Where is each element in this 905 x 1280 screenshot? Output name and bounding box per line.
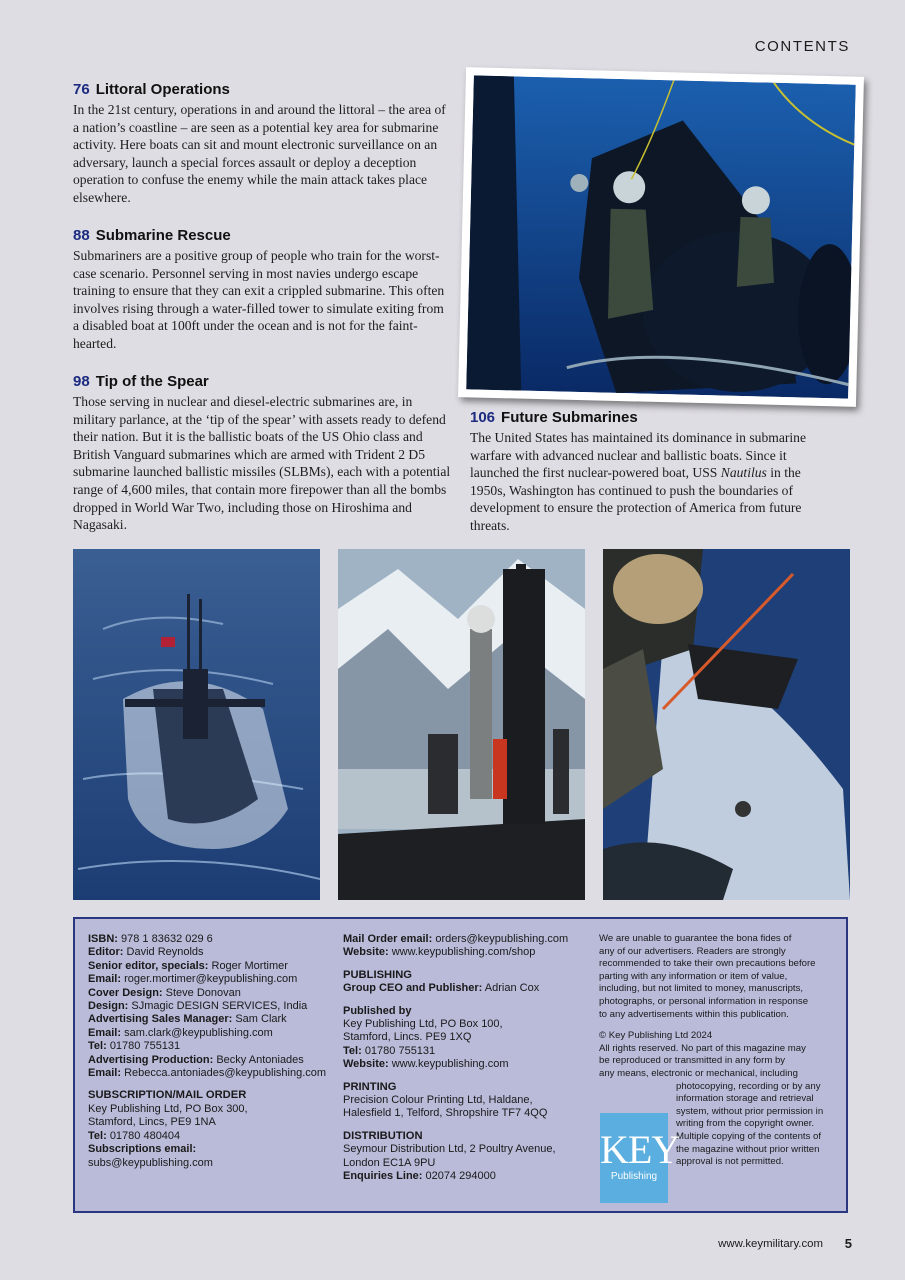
divers-photo-frame bbox=[458, 67, 864, 407]
design-line: Design: SJmagic DESIGN SERVICES, India bbox=[88, 1000, 308, 1013]
website-line[interactable]: Website: www.keypublishing.com/shop bbox=[343, 946, 536, 959]
article-submarine-rescue bbox=[73, 227, 451, 353]
article-title: Tip of the Spear bbox=[95, 373, 209, 390]
printing-address: Halesfield 1, Telford, Shropshire TF7 4QQ bbox=[343, 1107, 548, 1120]
copyright-line: system, without prior permission in bbox=[676, 1105, 824, 1117]
published-by-heading: Published by bbox=[343, 1004, 412, 1017]
article-title: Future Submarines bbox=[501, 409, 638, 426]
subscription-address: Stamford, Lincs, PE9 1NA bbox=[88, 1116, 216, 1129]
article-body: Submariners are a positive group of people who train for the worst-case scenario. Personnel serving in most navies undergo escape training to ensure that they can exit a crippled submarine. This often involves rising through a water-filled tower to simulate exiting from a disabled boat at 100ft under the ocean and is not for the faint-hearted. bbox=[73, 248, 445, 351]
submarine-sail-mountains-photo bbox=[338, 549, 585, 900]
disclaimer-line: photographs, or personal information in response bbox=[599, 995, 809, 1007]
article-heading bbox=[73, 373, 458, 391]
copyright-line: information storage and retrieval bbox=[676, 1093, 814, 1105]
cover-design-line: Cover Design: Steve Donovan bbox=[88, 986, 241, 999]
footer-website[interactable]: www.keymilitary.com bbox=[718, 1238, 823, 1250]
email-line[interactable]: Email: roger.mortimer@keypublishing.com bbox=[88, 973, 298, 986]
divers-underwater-photo bbox=[466, 75, 856, 398]
info-column-publishing bbox=[343, 933, 591, 1184]
publisher-info-box bbox=[73, 917, 848, 1213]
copyright-line: Multiple copying of the contents of bbox=[676, 1130, 822, 1142]
article-title: Submarine Rescue bbox=[95, 227, 231, 244]
rescue-splash-photo bbox=[603, 549, 850, 900]
disclaimer-line: to any advertisements within this publication. bbox=[599, 1008, 789, 1020]
distribution-address: Seymour Distribution Ltd, 2 Poultry Avenue, bbox=[343, 1143, 556, 1156]
article-page-number: 76 bbox=[73, 81, 90, 98]
website-line[interactable]: Website: www.keypublishing.com bbox=[343, 1058, 509, 1071]
article-body: The United States has maintained its dominance in submarine warfare with advanced nuclear and ballistic boats. Since it launched the first nuclear-powered boat, USS Nautilus in the 1950s, Washington has continued to push the boundaries of development to ensure the protection of America from future threats. bbox=[470, 430, 806, 533]
logo-subtext: Publishing bbox=[610, 1171, 658, 1182]
editor-line: Editor: David Reynolds bbox=[88, 946, 204, 959]
printing-heading: PRINTING bbox=[343, 1080, 397, 1093]
distribution-heading: DISTRIBUTION bbox=[343, 1129, 423, 1142]
article-title: Littoral Operations bbox=[95, 81, 230, 98]
copyright-line: © Key Publishing Ltd 2024 bbox=[599, 1030, 713, 1042]
subscription-address: Key Publishing Ltd, PO Box 300, bbox=[88, 1102, 248, 1115]
article-littoral-operations bbox=[73, 81, 455, 207]
article-heading bbox=[73, 227, 451, 245]
ad-production-line: Advertising Production: Becky Antoniades bbox=[88, 1053, 304, 1066]
publishing-heading: PUBLISHING bbox=[343, 968, 412, 981]
copyright-line: any means, electronic or mechanical, including bbox=[599, 1067, 798, 1079]
article-page-number: 106 bbox=[470, 409, 496, 426]
email-line[interactable]: Email: sam.clark@keypublishing.com bbox=[88, 1026, 273, 1039]
isbn-line: ISBN: 978 1 83632 029 6 bbox=[88, 933, 213, 945]
tel-line: Tel: 01780 755131 bbox=[343, 1044, 436, 1057]
mail-order-line[interactable]: Mail Order email: orders@keypublishing.com bbox=[343, 933, 569, 945]
article-body: In the 21st century, operations in and around the littoral – the area of a nation’s coastline – are seen as a potential key area for submarine activity. Here boats can sit and mount electronic surveillance on an adversary, launch a special forces assault or deploy a deception operation to confuse the enemy while the main attack takes place elsewhere. bbox=[73, 102, 446, 205]
senior-editor-line: Senior editor, specials: Roger Mortimer bbox=[88, 959, 288, 972]
disclaimer-line: including, but not limited to money, manuscripts, bbox=[599, 983, 804, 995]
ohio-submarine-photo bbox=[73, 549, 320, 900]
key-publishing-logo bbox=[600, 1113, 680, 1203]
subscription-heading: SUBSCRIPTION/MAIL ORDER bbox=[88, 1089, 247, 1102]
subscriptions-email-label: Subscriptions email: bbox=[88, 1143, 197, 1156]
copyright-line: the magazine without prior written bbox=[676, 1143, 820, 1155]
logo-text: KEY bbox=[600, 1127, 680, 1172]
copyright-line: be reproduced or transmitted in any form by bbox=[599, 1055, 786, 1067]
distribution-address: London EC1A 9PU bbox=[343, 1156, 436, 1169]
article-future-submarines bbox=[470, 409, 830, 535]
article-body: Those serving in nuclear and diesel-electric submarines are, in military parlance, at the ‘tip of the spear’ with assets ready to defend their nation. But it is the ballistic boats of the US Ohio class and British Vanguard submarines which are armed with Trident 2 D5 submarine launched ballistic missiles (SLBMs), each with a potential range of 4,600 miles, that contain more firepower than all the bombs dropped in World War Two, including those on Hiroshima and Nagasaki. bbox=[73, 394, 451, 533]
article-heading bbox=[470, 409, 830, 427]
article-page-number: 88 bbox=[73, 227, 90, 244]
disclaimer-line: parting with any information or item of value, bbox=[599, 970, 788, 982]
email-line[interactable]: Email: Rebecca.antoniades@keypublishing.com bbox=[88, 1067, 327, 1080]
section-label: CONTENTS bbox=[754, 38, 850, 55]
tel-line: Tel: 01780 480404 bbox=[88, 1129, 181, 1142]
publisher-address: Stamford, Lincs. PE9 1XQ bbox=[343, 1031, 472, 1044]
disclaimer-line: We are unable to guarantee the bona fides of bbox=[599, 933, 792, 944]
copyright-line: writing from the copyright owner. bbox=[676, 1118, 815, 1130]
publisher-address: Key Publishing Ltd, PO Box 100, bbox=[343, 1018, 503, 1031]
ceo-line: Group CEO and Publisher: Adrian Cox bbox=[343, 982, 540, 995]
page-number: 5 bbox=[844, 1236, 852, 1251]
subscriptions-email[interactable]: subs@keypublishing.com bbox=[88, 1156, 213, 1169]
article-heading bbox=[73, 81, 455, 99]
info-column-staff bbox=[88, 933, 333, 1170]
disclaimer-line: recommended to take their own precautions before bbox=[599, 958, 816, 970]
article-tip-of-the-spear bbox=[73, 373, 458, 534]
tel-line: Tel: 01780 755131 bbox=[88, 1040, 181, 1053]
disclaimer-line: any of our advertisers. Readers are strongly bbox=[599, 945, 786, 957]
enquiries-line: Enquiries Line: 02074 294000 bbox=[343, 1170, 496, 1183]
copyright-line: All rights reserved. No part of this magazine may bbox=[599, 1042, 806, 1054]
article-page-number: 98 bbox=[73, 373, 90, 390]
ad-sales-line: Advertising Sales Manager: Sam Clark bbox=[88, 1013, 287, 1026]
copyright-line: photocopying, recording or by any bbox=[676, 1080, 821, 1092]
copyright-line: approval is not permitted. bbox=[676, 1156, 784, 1168]
printing-address: Precision Colour Printing Ltd, Haldane, bbox=[343, 1094, 533, 1107]
